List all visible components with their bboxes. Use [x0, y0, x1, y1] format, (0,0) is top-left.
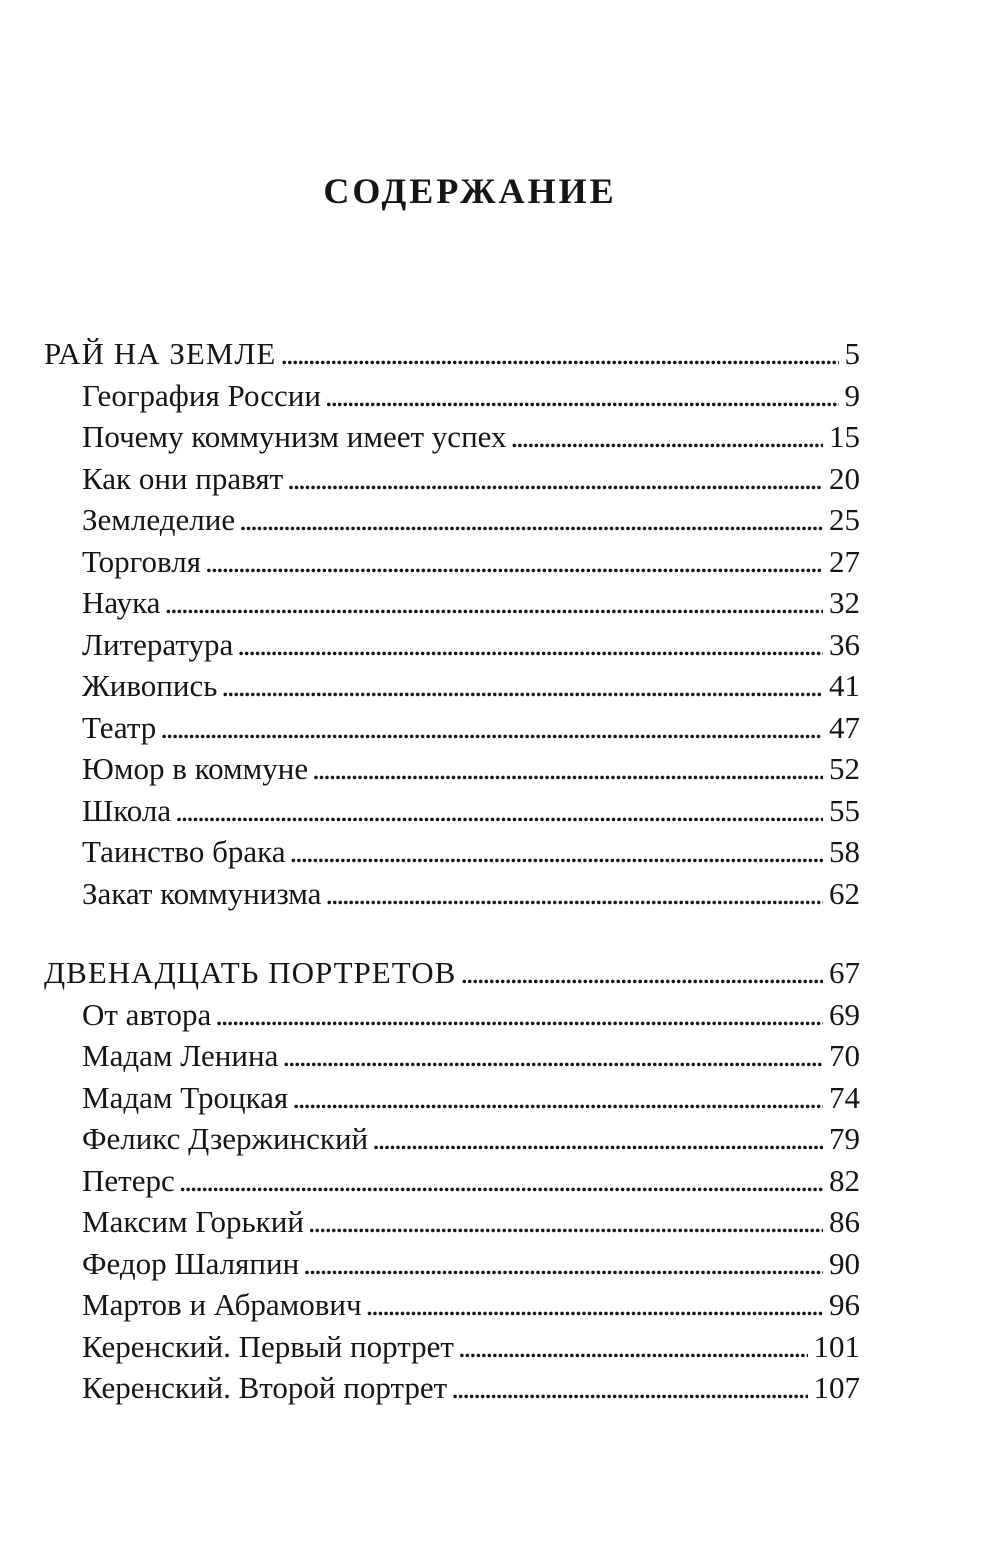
dot-leader	[221, 665, 823, 707]
toc-entry-label: Федор Шаляпин	[82, 1245, 300, 1281]
toc-page-number: 15	[829, 419, 860, 454]
dot-leader	[451, 1367, 807, 1409]
toc-entry[interactable]	[44, 582, 860, 624]
toc-entry-label: Юмор в коммуне	[82, 751, 309, 786]
toc-page-number: 101	[813, 1328, 860, 1364]
toc-entry[interactable]	[44, 831, 860, 873]
page-title: СОДЕРЖАНИЕ	[323, 171, 617, 211]
toc-entry-label: Таинство брака	[82, 834, 286, 869]
toc-entry[interactable]	[44, 790, 860, 832]
toc-entry-label: Школа	[82, 792, 172, 828]
toc-entry-label: Феликс Дзержинский	[82, 1121, 369, 1156]
dot-leader	[308, 1201, 823, 1243]
dot-leader	[164, 582, 823, 624]
toc-page-number: 20	[829, 460, 860, 496]
toc-entry-label: Наука	[82, 585, 161, 620]
toc-page-number: 90	[829, 1245, 860, 1281]
toc-page-number: 96	[829, 1287, 860, 1322]
toc-entry[interactable]	[44, 541, 860, 583]
toc-entry[interactable]	[44, 624, 860, 666]
toc-entry[interactable]	[44, 1284, 860, 1326]
dot-leader	[372, 1118, 823, 1160]
toc-entry[interactable]	[44, 499, 860, 541]
toc-entry-label: Мадам Ленина	[82, 1038, 279, 1073]
toc-entry-label: География России	[82, 377, 321, 413]
toc-entry[interactable]	[44, 1160, 860, 1202]
toc-entry-label: Как они правят	[82, 460, 284, 496]
toc-entry[interactable]	[44, 1243, 860, 1285]
toc-section-title[interactable]	[44, 952, 860, 994]
toc-page-number: 9	[844, 377, 860, 413]
toc-entry-label: Театр	[82, 709, 157, 745]
toc-entry-label: Литература	[82, 626, 234, 662]
toc-entry-label: От автора	[82, 996, 212, 1032]
toc-page-number: 5	[844, 336, 860, 371]
toc-entry[interactable]	[44, 873, 860, 915]
toc-entry[interactable]	[44, 1367, 860, 1409]
toc-entry[interactable]	[44, 375, 860, 417]
dot-leader	[511, 416, 823, 458]
toc-entry[interactable]	[44, 1326, 860, 1368]
toc-entry-label: Керенский. Второй портрет	[82, 1370, 448, 1405]
toc-page-number: 62	[829, 875, 860, 911]
dot-leader	[179, 1160, 823, 1202]
dot-leader	[239, 499, 823, 541]
toc-page-number: 25	[829, 502, 860, 537]
toc-entry-label: Максим Горький	[82, 1204, 304, 1239]
dot-leader	[325, 375, 839, 417]
toc-section-title[interactable]	[44, 333, 860, 375]
toc-page-number: 32	[829, 585, 860, 620]
toc-page-number: 55	[829, 792, 860, 828]
toc-page-number: 86	[829, 1204, 860, 1239]
toc-entry[interactable]	[44, 994, 860, 1036]
dot-leader	[325, 873, 823, 915]
toc-entry-label: Закат коммунизма	[82, 875, 322, 911]
toc-page-number: 27	[829, 543, 860, 579]
toc-page-number: 36	[829, 626, 860, 662]
toc-entry[interactable]	[44, 1077, 860, 1119]
toc-entry-label: Живопись	[82, 668, 218, 703]
dot-leader	[175, 790, 823, 832]
dot-leader	[287, 458, 823, 500]
toc-page-number: 67	[829, 955, 860, 990]
toc-entry-label: Мадам Троцкая	[82, 1079, 289, 1115]
toc-page-number: 52	[829, 751, 860, 786]
toc-entry[interactable]	[44, 665, 860, 707]
dot-leader	[303, 1243, 823, 1285]
dot-leader	[282, 1035, 823, 1077]
dot-leader	[366, 1284, 823, 1326]
toc-entry-label: Мартов и Абрамович	[82, 1287, 362, 1322]
toc-entry-label: Торговля	[82, 543, 202, 579]
toc-page-number: 74	[829, 1079, 860, 1115]
dot-leader	[460, 952, 823, 994]
dot-leader	[205, 541, 823, 583]
toc-entry-label: Петерс	[82, 1162, 175, 1198]
dot-leader	[280, 333, 838, 375]
toc-entry[interactable]	[44, 458, 860, 500]
toc-page-number: 58	[829, 834, 860, 869]
dot-leader	[289, 831, 823, 873]
toc-entry-label: ДВЕНАДЦАТЬ ПОРТРЕТОВ	[44, 955, 457, 990]
toc-page-number: 41	[829, 668, 860, 703]
toc-entry[interactable]	[44, 1035, 860, 1077]
toc-entry[interactable]	[44, 1118, 860, 1160]
dot-leader	[292, 1077, 823, 1119]
toc-entry[interactable]	[44, 707, 860, 749]
toc-page-number: 79	[829, 1121, 860, 1156]
dot-leader	[312, 748, 823, 790]
toc-page-number: 70	[829, 1038, 860, 1073]
toc-entry[interactable]	[44, 748, 860, 790]
toc-entry[interactable]	[44, 1201, 860, 1243]
toc-page-number: 82	[829, 1162, 860, 1198]
table-of-contents	[44, 333, 860, 1409]
dot-leader	[160, 707, 823, 749]
toc-entry-label: Земледелие	[82, 502, 236, 537]
toc-page-number: 69	[829, 996, 860, 1032]
dot-leader	[215, 994, 823, 1036]
dot-leader	[237, 624, 823, 666]
toc-entry-label: РАЙ НА ЗЕМЛЕ	[44, 336, 277, 371]
toc-page-number: 107	[813, 1370, 860, 1405]
toc-entry-label: Почему коммунизм имеет успех	[82, 419, 507, 454]
toc-entry-label: Керенский. Первый портрет	[82, 1328, 454, 1364]
toc-page-number: 47	[829, 709, 860, 745]
section-spacer	[44, 914, 860, 952]
dot-leader	[458, 1326, 808, 1368]
toc-entry[interactable]	[44, 416, 860, 458]
